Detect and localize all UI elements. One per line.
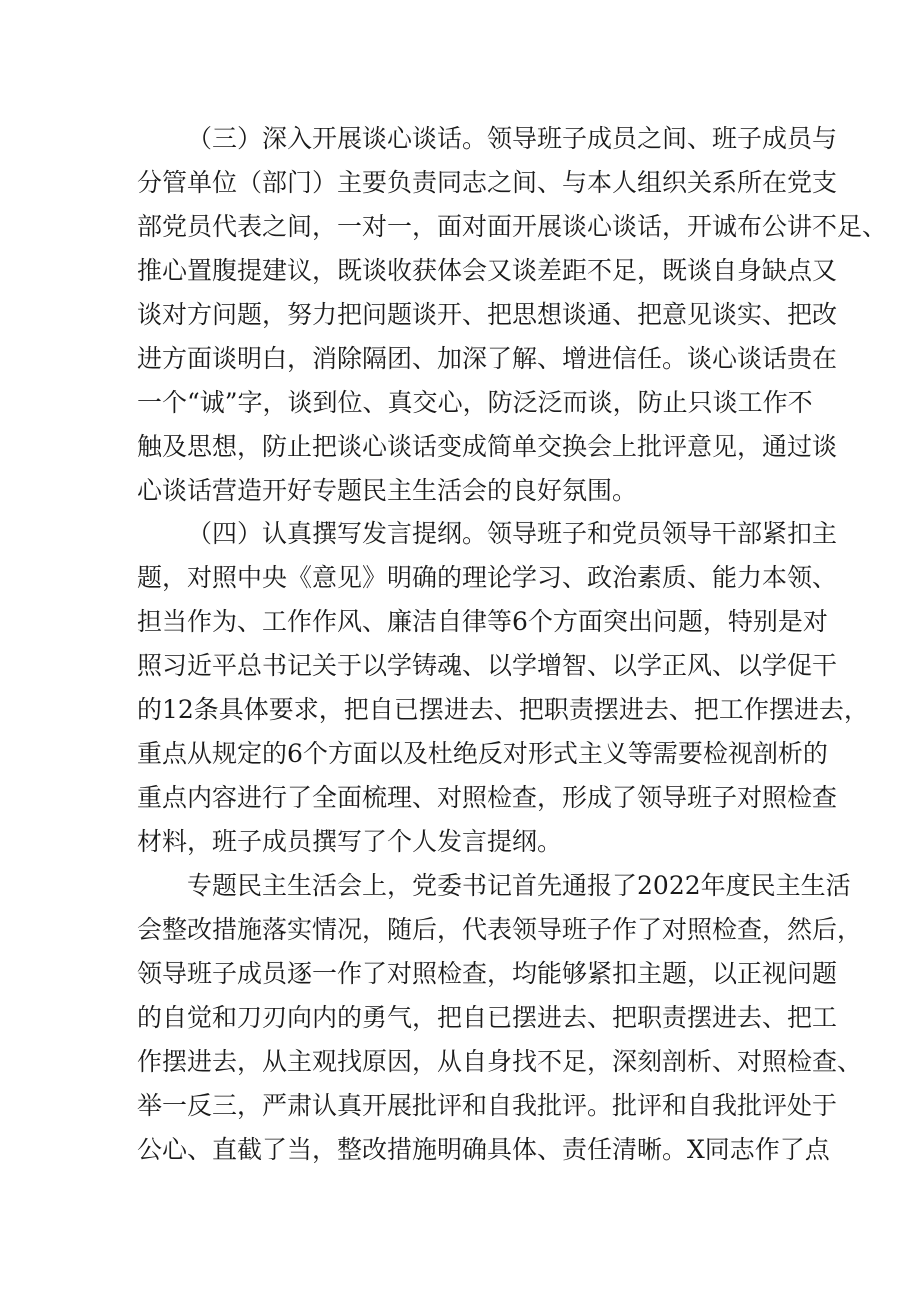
paragraph-meeting-summary: [137, 864, 863, 1172]
text-line: 部党员代表之间，一对一，面对面开展谈心谈话，开诚布公讲不足、: [137, 212, 888, 241]
text-line: 的12条具体要求，把自已摆进去、把职责摆进去、把工作摆进去，: [137, 695, 869, 724]
text-line: 题，对照中央《意见》明确的理论学习、政治素质、能力本领、: [137, 563, 838, 592]
paragraph-heart-to-heart-talks: [137, 117, 888, 513]
text-line: 作摆进去，从主观找原因，从自身找不足，深刻剖析、对照检查、: [137, 1047, 863, 1076]
text-line: 谈对方问题，努力把问题谈开、把思想谈通、把意见谈实、把改: [137, 300, 838, 329]
text-line: 专题民主生活会上，党委书记首先通报了2022年度民主生活: [187, 871, 851, 900]
text-line: 照习近平总书记关于以学铸魂、以学增智、以学正风、以学促干: [137, 651, 838, 680]
text-line: 触及思想，防止把谈心谈话变成简单交换会上批评意见，通过谈: [137, 432, 838, 461]
text-line: 分管单位（部门）主要负责同志之间、与本人组织关系所在党支: [137, 168, 838, 197]
text-line: 领导班子成员逐一作了对照检查，均能够紧扣主题，以正视问题: [137, 959, 838, 988]
paragraph-speech-outline: [137, 512, 869, 864]
text-line: 担当作为、工作作风、廉洁自律等6个方面突出问题，特别是对: [137, 607, 828, 636]
text-line: （四）认真撰写发言提纲。领导班子和党员领导干部紧扣主: [187, 519, 838, 548]
text-line: 心谈话营造开好专题民主生活会的良好氛围。: [137, 476, 638, 505]
text-line: 材料，班子成员撰写了个人发言提纲。: [137, 827, 563, 856]
text-line: 重点从规定的6个方面以及杜绝反对形式主义等需要检视剖析的: [137, 739, 828, 768]
text-line: 推心置腹提建议，既谈收获体会又谈差距不足，既谈自身缺点又: [137, 256, 838, 285]
text-line: 进方面谈明白，消除隔团、加深了解、增进信任。谈心谈话贵在: [137, 344, 838, 373]
text-line: 公心、直截了当，整改措施明确具体、责任清晰。X同志作了点: [137, 1135, 830, 1164]
text-line: 一个“诚”字，谈到位、真交心，防泛泛而谈，防止只谈工作不: [137, 388, 813, 417]
text-line: 会整改措施落实情况，随后，代表领导班子作了对照检查，然后，: [137, 915, 863, 944]
text-line: 重点内容进行了全面梳理、对照检查，形成了领导班子对照检查: [137, 783, 838, 812]
text-line: 的自觉和刀刃向内的勇气，把自已摆进去、把职责摆进去、把工: [137, 1003, 838, 1032]
text-line: 举一反三，严肃认真开展批评和自我批评。批评和自我批评处于: [137, 1091, 838, 1120]
text-line: （三）深入开展谈心谈话。领导班子成员之间、班子成员与: [187, 124, 838, 153]
